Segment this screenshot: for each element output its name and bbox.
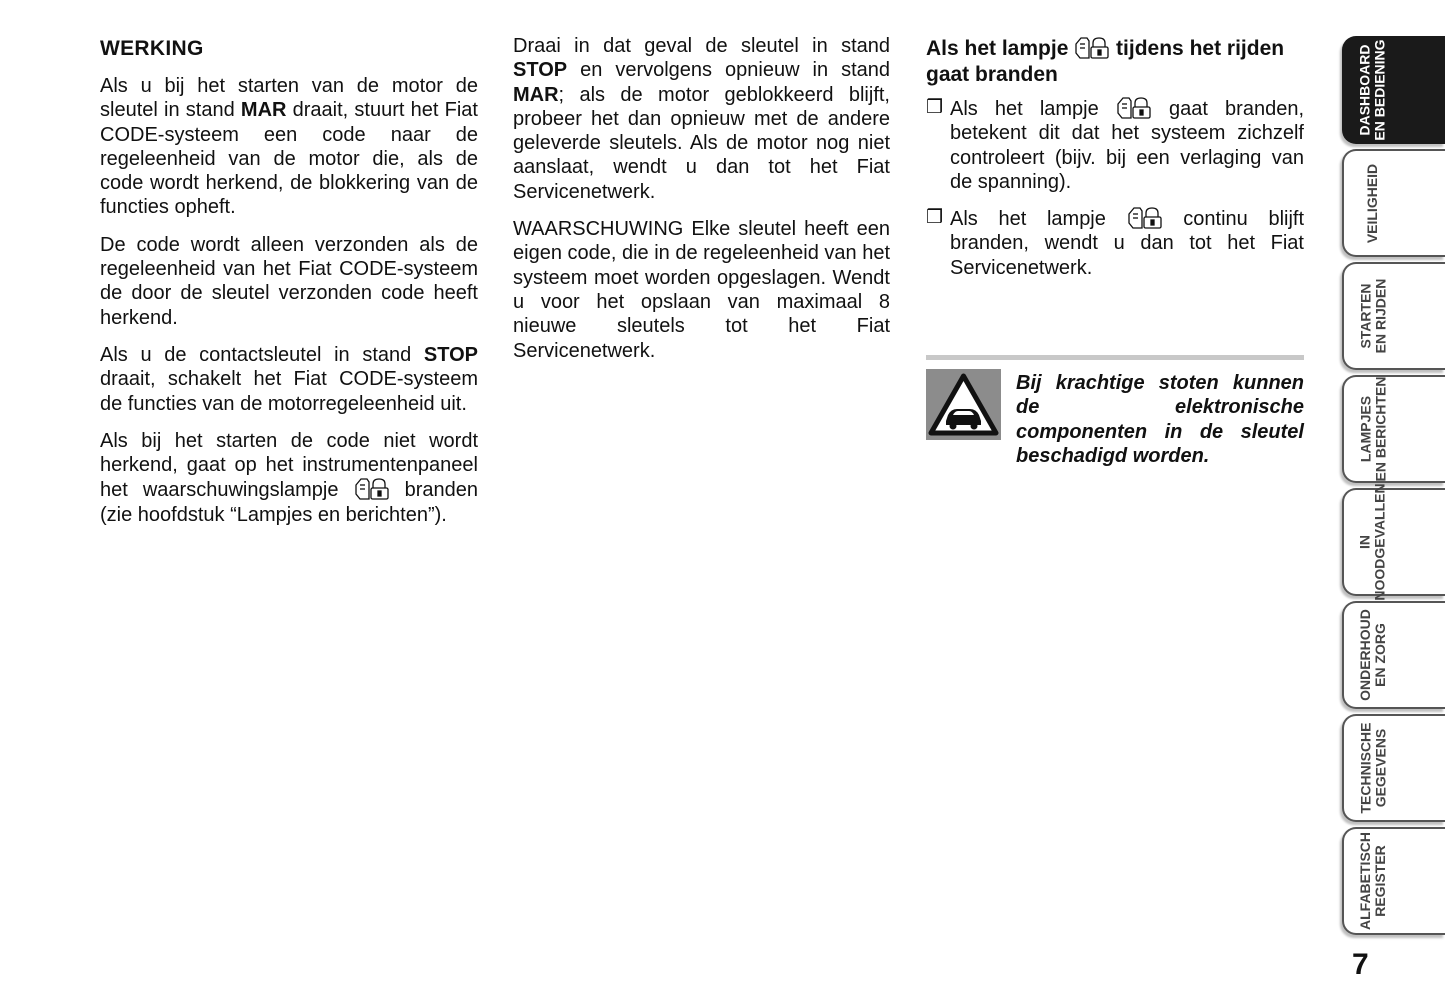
column-left <box>100 34 478 540</box>
paragraph-3: Als u de contactsleutel in stand STOP draait, schakelt het Fiat CODE-systeem de functies van de motorregeleenheid uit. <box>100 343 478 415</box>
checkbox-bullet-icon: ❒ <box>926 97 944 118</box>
fiat-code-lamp-icon <box>354 477 390 501</box>
paragraph-4: Als bij het starten de code niet wordt herkend, gaat op het instrumentenpaneel het waarschuwingslampje branden (zie hoofdstuk “Lampjes en berichten”). <box>100 429 478 526</box>
checkbox-bullet-icon: ❒ <box>926 207 944 229</box>
page-number: 7 <box>1352 948 1369 981</box>
list-item: ❒ Als het lampje gaat branden, betekent dit dat het systeem zichzelf controleert (bijv. bij een verlaging van de spanning). <box>926 97 1305 193</box>
keyword-mar: MAR <box>240 99 287 122</box>
fiat-code-lamp-icon <box>1116 96 1152 120</box>
warning-text: Bij krachtige stoten kunnen de elektronische componenten in de sleutel beschadigd worden. <box>1016 372 1304 467</box>
fiat-code-lamp-icon <box>1127 206 1163 230</box>
column-middle <box>513 34 890 376</box>
tab-in-noodgevallen[interactable]: IN NOODGEVALLEN <box>1342 488 1445 596</box>
keyword-stop: STOP <box>513 59 568 82</box>
tab-onderhoud-en-zorg[interactable]: ONDERHOUD EN ZORG <box>1342 601 1445 709</box>
list-item: ❒ Als het lampje continu blijft branden, wendt u dan tot het Fiat Servicenetwerk. <box>926 207 1305 279</box>
column-right <box>926 34 1304 292</box>
tab-technische-gegevens[interactable]: TECHNISCHE GEGEVENS <box>1342 714 1445 822</box>
paragraph-6: WAARSCHUWING Elke sleutel heeft een eigen code, die in de regeleenheid van het systeem moet worden opgeslagen. Wendt u voor het opslaan van maximaal 8 nieuwe sleutels tot het Fiat Servicenetwerk. <box>513 218 890 362</box>
tab-veiligheid[interactable]: VEILIGHEID <box>1342 149 1445 257</box>
subheading-lampje-rijden: Als het lampje tijdens het rijden gaat branden <box>926 37 1285 86</box>
keyword-stop: STOP <box>423 343 478 366</box>
warning-divider <box>926 355 1304 360</box>
tab-dashboard-en-bediening[interactable]: DASHBOARD EN BEDIENING <box>1342 36 1445 144</box>
tab-alfabetisch-register[interactable]: ALFABETISCH REGISTER <box>1342 827 1445 935</box>
fiat-code-lamp-icon <box>1074 36 1110 60</box>
paragraph-1: Als u bij het starten van de motor de sleutel in stand MAR draait, stuurt het Fiat CODE-systeem een code naar de regeleenheid van de motor die, als de code wordt herkend, de blokkering van de functies opheft. <box>100 75 478 219</box>
paragraph-5: Draai in dat geval de sleutel in stand STOP en vervolgens opnieuw in stand MAR; als de motor geblokkeerd blijft, probeer het dan opnieuw met de andere geleverde sleutels. Als de motor nog niet aanslaat, wendt u dan tot het Fiat Servicenetwerk. <box>513 35 890 203</box>
warning-triangle-car-icon <box>926 369 1001 440</box>
paragraph-2: De code wordt alleen verzonden als de regeleenheid van het Fiat CODE-systeem de door de sleutel verzonden code heeft herkend. <box>100 233 478 329</box>
section-heading-werking: WERKING <box>100 37 204 60</box>
tab-lampjes-en-berichten[interactable]: LAMPJES EN BERICHTEN <box>1342 375 1445 483</box>
tab-starten-en-rijden[interactable]: STARTEN EN RIJDEN <box>1342 262 1445 370</box>
keyword-mar: MAR <box>513 83 559 106</box>
